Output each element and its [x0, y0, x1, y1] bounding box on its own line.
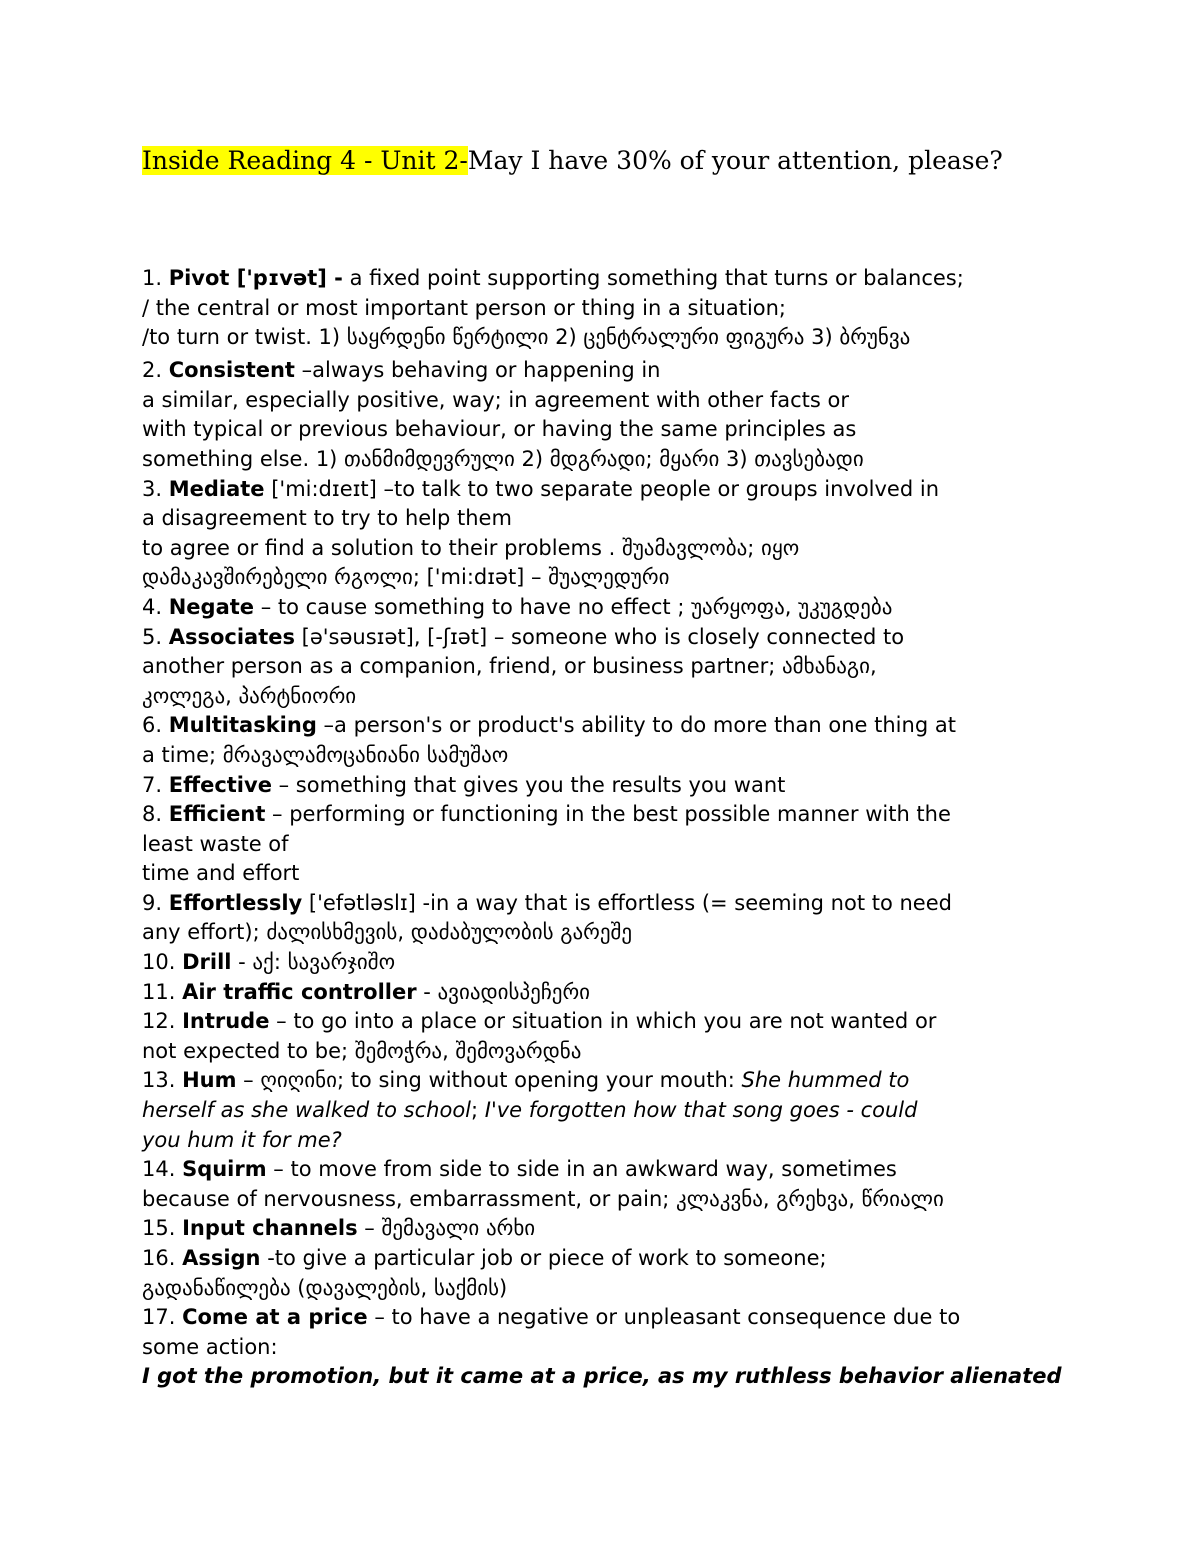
entry-5-line-2: another person as a companion, friend, or business partner; ამხანაგი, — [142, 654, 877, 679]
entry-term: Come at a price — [182, 1305, 368, 1330]
entry-term: Associates — [168, 624, 295, 649]
entry-14-line-1: 14. Squirm – to move from side to side in an awkward way, sometimes — [142, 1157, 897, 1182]
entry-6-line-1: 6. Multitasking –a person's or product's ability to do more than one thing at — [142, 713, 956, 738]
entry-16-line-2: გადანაწილება (დავალების, საქმის) — [142, 1275, 508, 1300]
entry-5-line-1: 5. Associates [ə'səusɪət], [-ʃɪət] – someone who is closely connected to — [142, 624, 905, 649]
entry-3-line-4: დამაკავშირებელი რგოლი; ['mi:dɪət] – შუალედური — [142, 565, 670, 590]
entry-term: Effective — [168, 772, 272, 797]
entry-13-line-2: herself as she walked to school; I've forgotten how that song goes - could — [142, 1098, 918, 1123]
example-sentence: She hummed to — [741, 1068, 910, 1093]
example-sentence: you hum it for me? — [142, 1127, 342, 1152]
entry-13-line-3 — [142, 1126, 1082, 1156]
entry-3-line-1: 3. Mediate ['mi:dɪeɪt] –to talk to two separate people or groups involved in — [142, 476, 939, 501]
entry-2-line-1: 2. Consistent –always behaving or happening in — [142, 358, 661, 383]
entry-4-line-1: 4. Negate – to cause something to have no effect ; უარყოფა, უკუგდება — [142, 594, 893, 619]
entry-12-line-1: 12. Intrude – to go into a place or situation in which you are not wanted or — [142, 1009, 937, 1034]
entry-7-line-1: 7. Effective – something that gives you the results you want — [142, 772, 786, 797]
entry-17-line-2: some action: — [142, 1334, 278, 1359]
entry-11-line-1: 11. Air traffic controller - ავიადისპეჩერი — [142, 979, 591, 1004]
entry-2-line-4: something else. 1) თანმიმდევრული 2) მდგრადი; მყარი 3) თავსებადი — [142, 446, 864, 471]
entry-term: Input channels — [182, 1216, 358, 1241]
entry-16-line-1: 16. Assign -to give a particular job or piece of work to someone; — [142, 1246, 827, 1270]
entry-term: Squirm — [182, 1157, 267, 1182]
entry-term: Air traffic controller — [182, 979, 417, 1004]
entry-term: Pivot ['pɪvət] - — [168, 266, 343, 290]
entry-13-line-1: 13. Hum – ღიღინი; to sing without opening your mouth: She hummed to — [142, 1068, 910, 1093]
example-sentence: I got the promotion, but it came at a price, as my ruthless behavior alienated — [142, 1364, 1062, 1389]
entry-17-line-1: 17. Come at a price – to have a negative or unpleasant consequence due to — [142, 1305, 961, 1330]
entry-3-line-2: a disagreement to try to help them — [142, 506, 512, 531]
entry-9-line-2: any effort); ძალისხმევის, დაძაბულობის გარეშე — [142, 920, 633, 945]
entry-1-line-1: 1. Pivot ['pɪvət] - a fixed point supporting something that turns or balances; — [142, 266, 964, 290]
entry-term: Multitasking — [168, 713, 317, 738]
entry-1-line-2: / the central or most important person or thing in a situation; — [142, 295, 787, 320]
entry-5-line-3: კოლეგა, პარტნიორი — [142, 683, 357, 708]
entry-term: Assign — [182, 1246, 261, 1270]
example-sentence: herself as she walked to school — [142, 1098, 472, 1123]
entry-8-line-1: 8. Efficient – performing or functioning in the best possible manner with the — [142, 802, 951, 827]
entry-14-line-2: because of nervousness, embarrassment, or pain; კლაკვნა, გრეხვა, წრიალი — [142, 1186, 944, 1211]
entry-8-line-3: time and effort — [142, 861, 300, 886]
highlighted-title-part: Inside Reading 4 - Unit 2- — [142, 146, 468, 175]
entry-2-line-3: with typical or previous behaviour, or having the same principles as — [142, 417, 857, 442]
vocabulary-list — [142, 264, 1082, 1392]
entry-term: Drill — [182, 950, 232, 975]
entry-term: Effortlessly — [168, 890, 303, 915]
entry-term: Negate — [168, 594, 255, 619]
entry-17-line-3 — [142, 1362, 1082, 1392]
entry-3-line-3: to agree or find a solution to their problems . შუამავლობა; იყო — [142, 535, 800, 560]
entry-12-line-2: not expected to be; შემოჭრა, შემოვარდნა — [142, 1038, 582, 1063]
entry-term: Intrude — [182, 1009, 270, 1034]
entry-9-line-1: 9. Effortlessly ['efətləslɪ] -in a way that is effortless (= seeming not to need — [142, 890, 952, 915]
entry-1-line-3: /to turn or twist. 1) საყრდენი წერტილი 2) ცენტრალური ფიგურა 3) ბრუნვა — [142, 325, 911, 350]
example-sentence: I've forgotten how that song goes - could — [484, 1098, 918, 1123]
entry-2-line-2: a similar, especially positive, way; in agreement with other facts or — [142, 387, 849, 412]
title-subtitle: May I have 30% of your attention, please? — [467, 146, 1003, 175]
entry-6-line-2: a time; მრავალამოცანიანი სამუშაო — [142, 742, 509, 767]
entry-10-line-1: 10. Drill - აქ: სავარჯიშო — [142, 950, 396, 975]
entry-8-line-2: least waste of — [142, 831, 289, 856]
document-title — [142, 141, 1003, 181]
entry-term: Consistent — [168, 358, 295, 383]
entry-15-line-1: 15. Input channels – შემავალი არხი — [142, 1216, 536, 1241]
entry-term: Mediate — [168, 476, 265, 501]
entry-term: Efficient — [168, 802, 266, 827]
entry-term: Hum — [182, 1068, 237, 1093]
